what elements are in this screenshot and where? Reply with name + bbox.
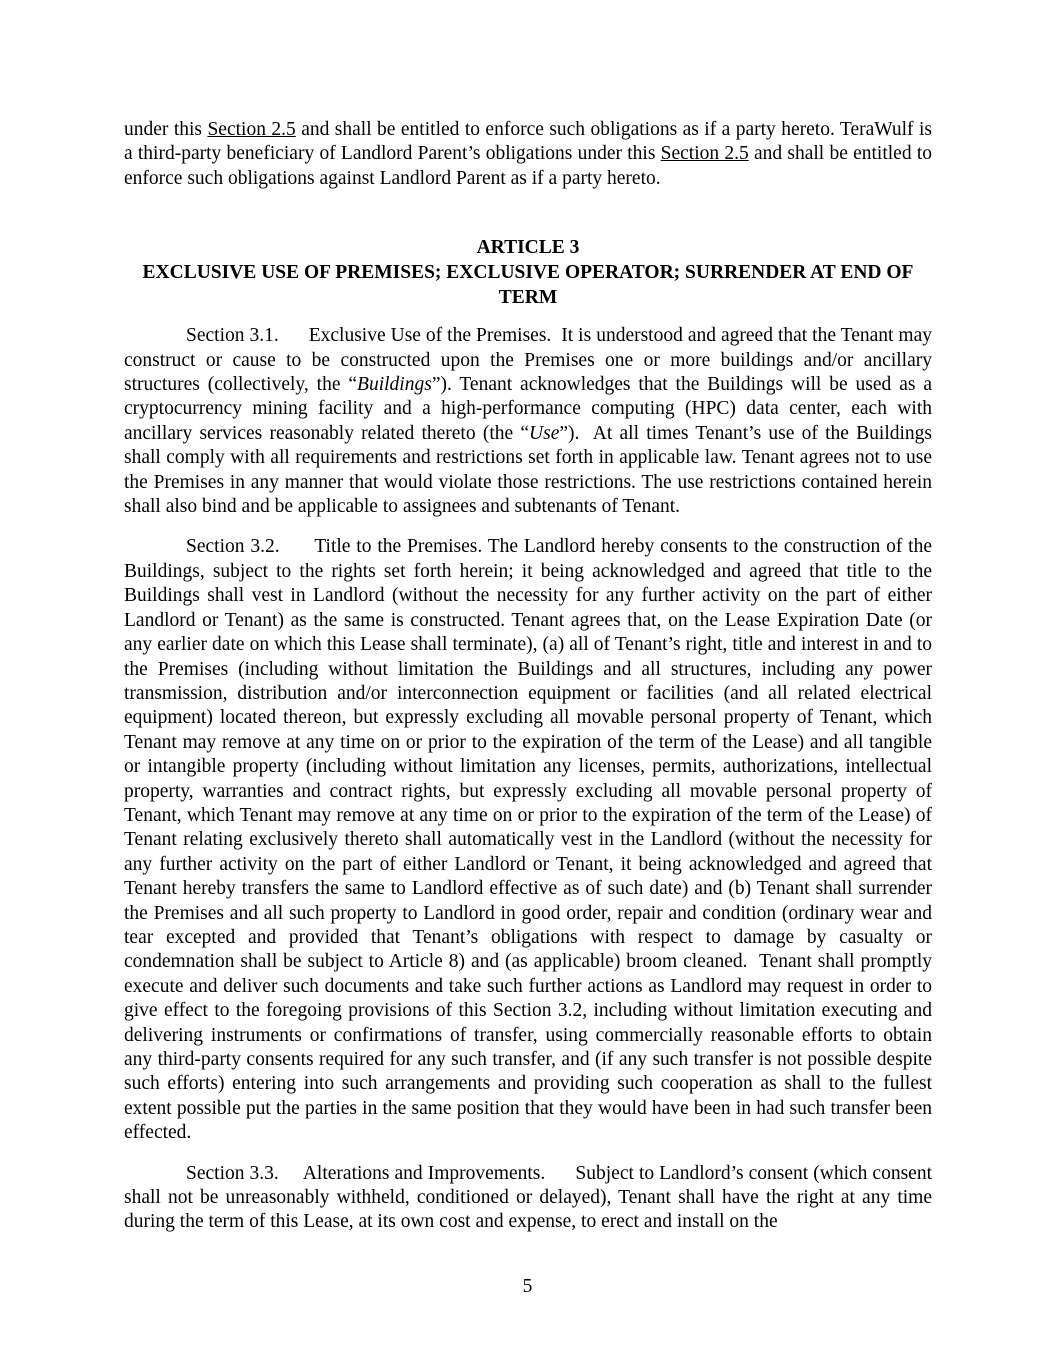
article-title: EXCLUSIVE USE OF PREMISES; EXCLUSIVE OPERATOR; SURRENDER AT END OF TERM [142, 262, 914, 309]
section-3-2-paragraph: Section 3.2. Title to the Premises. The Landlord hereby consents to the construction of the Buildings, subject to the rights set forth herein; it being acknowledged and agreed that title to the Buildings shall vest in Landlord (without the necessity for any further activity on the part of either Landlord or Tenant) as the same is constructed. Tenant agrees that, on the Lease Expiration Date (or any earlier date on which this Lease shall terminate), (a) all of Tenant’s right, title and interest in and to the Premises (including without limitation the Buildings and all structures, including any power transmission, distribution and/or interconnection equipment or facilities (and all related electrical equipment) located thereon, but expressly excluding all movable personal property of Tenant, which Tenant may remove at any time on or prior to the expiration of the term of the Lease) and all tangible or intangible property (including without limitation any licenses, permits, authorizations, intellectual property, warranties and contract rights, but expressly excluding all movable personal property of Tenant, which Tenant may remove at any time on or prior to the expiration of the term of the Lease) of Tenant relating exclusively thereto shall automatically vest in the Landlord (without the necessity for any further activity on the part of either Landlord or Tenant, it being acknowledged and agreed that Tenant hereby transfers the same to Landlord effective as of such date) and (b) Tenant shall surrender the Premises and all such property to Landlord in good order, repair and condition (ordinary wear and tear excepted and provided that Tenant’s obligations with respect to damage by casualty or condemnation shall be subject to Article 8) and (as applicable) broom cleaned. Tenant shall promptly execute and deliver such documents and take such further actions as Landlord may request in order to give effect to the foregoing provisions of this Section 3.2, including without limitation executing and delivering instruments or confirmations of transfer, using commercially reasonable efforts to obtain any third-party consents required for any such transfer, and (if any such transfer is not possible despite such efforts) entering into such arrangements and providing such cooperation as shall to the fullest extent possible put the parties in the same position that they would have been in had such transfer been effected. [124, 536, 932, 1144]
page-number: 5 [522, 1276, 533, 1297]
section-3-1-paragraph: Section 3.1. Exclusive Use of the Premises. It is understood and agreed that the Tenant may construct or cause to be constructed upon the Premises one or more buildings and/or ancillary structures (collectively, the “Buildings”). Tenant acknowledges that the Buildings will be used as a cryptocurrency mining facility and a high-performance computing (HPC) data center, each with ancillary services reasonably related thereto (the “Use”). At all times Tenant’s use of the Buildings shall comply with all requirements and restrictions set forth in applicable law. Tenant agrees not to use the Premises in any manner that would violate those restrictions. The use restrictions contained herein shall also bind and be applicable to assignees and subtenants of Tenant. [124, 325, 932, 518]
article-number: ARTICLE 3 [476, 237, 580, 259]
paragraph-continuation: under this Section 2.5 and shall be entitled to enforce such obligations as if a party hereto. TeraWulf is a third-party beneficiary of Landlord Parent’s obligations under this Section 2.5 and shall be entitled to enforce such obligations against Landlord Parent as if a party hereto. [124, 119, 932, 189]
document-content [124, 118, 932, 1244]
article-heading [124, 235, 932, 310]
section-3-3-paragraph: Section 3.3. Alterations and Improvements. Subject to Landlord’s consent (which consent shall not be unreasonably withheld, conditioned or delayed), Tenant shall have the right at any time during the term of this Lease, at its own cost and expense, to erect and install on the [124, 1162, 932, 1233]
